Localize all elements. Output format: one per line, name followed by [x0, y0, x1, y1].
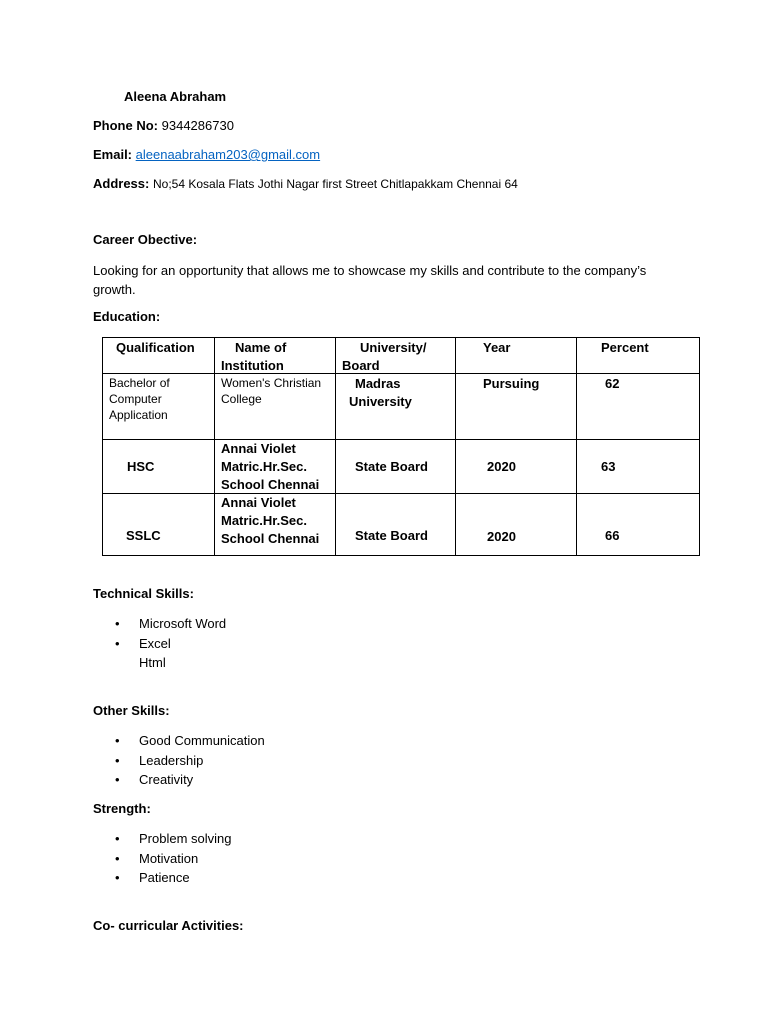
list-item: • Leadership — [93, 751, 265, 771]
table-cell: 63 — [577, 440, 700, 494]
technical-skills-list — [93, 614, 226, 673]
education-table — [102, 337, 700, 556]
candidate-name: Aleena Abraham — [124, 89, 227, 104]
list-item: • Microsoft Word — [93, 614, 226, 634]
email-label: Email: — [93, 147, 133, 162]
table-cell: Bachelor of Computer Application — [103, 374, 215, 440]
technical-skills-heading: Technical Skills: — [93, 586, 194, 601]
address-value: No;54 Kosala Flats Jothi Nagar first Street Chitlapakkam Chennai 64 — [152, 177, 518, 191]
phone-value: 9344286730 — [161, 118, 234, 133]
table-row — [103, 494, 700, 556]
header-cell: Percent — [577, 338, 700, 374]
bullet-icon: • — [115, 850, 120, 866]
list-item: • Motivation — [93, 849, 232, 869]
table-cell: 2020 — [456, 440, 577, 494]
list-item: Html — [139, 655, 166, 670]
table-cell: Annai Violet Matric.Hr.Sec. School Chennai — [215, 440, 336, 494]
table-row — [103, 440, 700, 494]
table-cell: Annai Violet Matric.Hr.Sec. School Chennai — [215, 494, 336, 556]
strength-heading: Strength: — [93, 801, 151, 816]
education-heading: Education: — [93, 309, 161, 324]
other-skills-list — [93, 731, 265, 790]
table-cell: Women's Christian College — [215, 374, 336, 440]
table-cell: Pursuing — [456, 374, 577, 440]
list-item: • Excel — [93, 634, 226, 654]
table-row — [103, 374, 700, 440]
table-cell: 62 — [577, 374, 700, 440]
bullet-icon: • — [115, 831, 120, 846]
header-cell: University/ Board — [336, 338, 456, 374]
career-text: Looking for an opportunity that allows me to showcase my skills and contribute to the company’s growth. — [93, 263, 647, 297]
bullet-icon: • — [115, 635, 120, 651]
table-cell: State Board — [336, 494, 456, 556]
header-cell: Year — [456, 338, 577, 374]
table-cell: SSLC — [103, 494, 215, 556]
list-item: • Creativity — [93, 770, 265, 790]
bullet-icon: • — [115, 752, 120, 768]
address-line — [93, 176, 518, 191]
list-item: • Patience — [93, 868, 232, 888]
table-cell: 66 — [577, 494, 700, 556]
bullet-icon: • — [115, 870, 120, 885]
email-line — [93, 147, 320, 162]
table-cell: 2020 — [456, 494, 577, 556]
email-link[interactable]: aleenaabraham203@gmail.com — [135, 147, 321, 162]
table-cell: Madras University — [336, 374, 456, 440]
career-heading: Career Obective: — [93, 232, 198, 247]
address-label: Address: — [93, 176, 150, 191]
phone-label: Phone No: — [93, 118, 158, 133]
table-cell: State Board — [336, 440, 456, 494]
bullet-icon: • — [115, 733, 120, 748]
bullet-icon: • — [115, 772, 120, 787]
bullet-icon: • — [115, 616, 120, 631]
cocurricular-heading: Co- curricular Activities: — [93, 918, 244, 933]
phone-line — [93, 118, 234, 133]
table-header-row — [103, 338, 700, 374]
header-cell: Name of Institution — [215, 338, 336, 374]
list-item: • Good Communication — [93, 731, 265, 751]
other-skills-heading: Other Skills: — [93, 703, 170, 718]
header-cell: Qualification — [103, 338, 215, 374]
list-item: • Problem solving — [93, 829, 232, 849]
strength-list — [93, 829, 232, 888]
table-cell: HSC — [103, 440, 215, 494]
